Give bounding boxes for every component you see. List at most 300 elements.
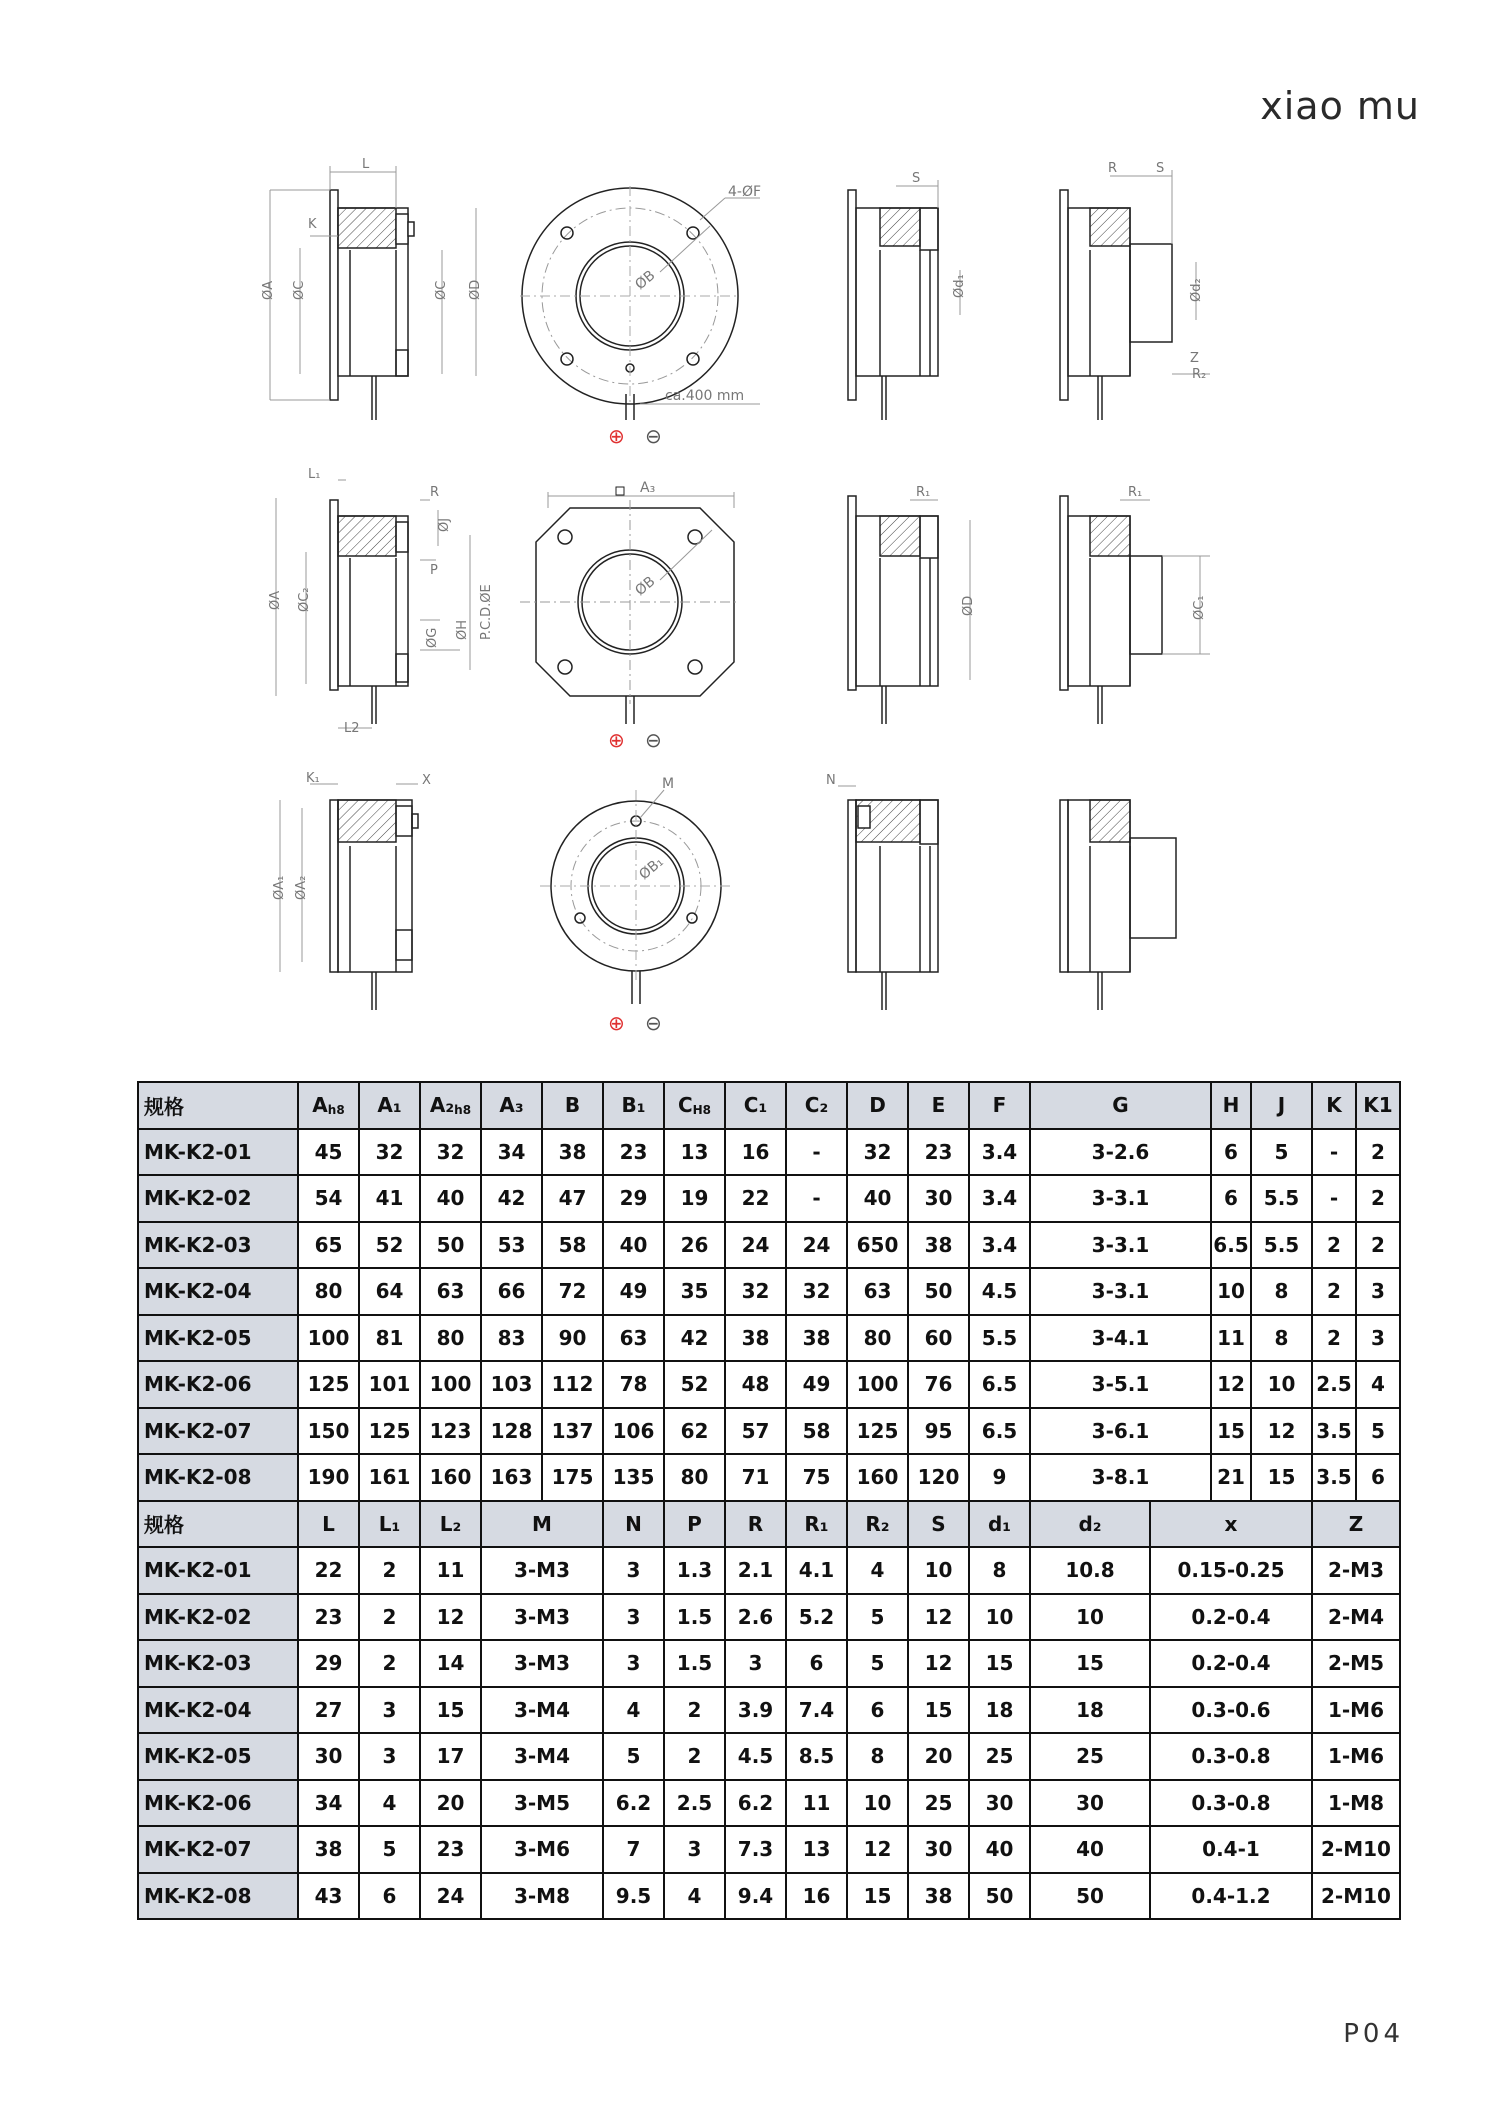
section-view-3a: [838, 786, 938, 1010]
table1-cell-4: 34: [481, 1129, 542, 1176]
table2-cell-2: 3: [359, 1687, 420, 1734]
table1-cell-8: 48: [725, 1361, 786, 1408]
table2-cell-9: 4: [847, 1547, 908, 1594]
dim-oD-row2: ØD: [961, 595, 976, 616]
table2-row: [138, 1687, 1400, 1734]
table2-cell-14: 1-M6: [1312, 1733, 1400, 1780]
table1-cell-2: 41: [359, 1175, 420, 1222]
table1-cell-14: 6: [1211, 1175, 1251, 1222]
table1-cell-4: 103: [481, 1361, 542, 1408]
table1-cell-9: -: [786, 1129, 847, 1176]
table2-cell-3: 12: [420, 1594, 481, 1641]
dim-oA2: ØA₂: [294, 875, 309, 900]
dim-L1: L₁: [308, 467, 321, 482]
table2-cell-13: 0.4-1.2: [1150, 1873, 1312, 1920]
table2-cell-4: 3-M8: [481, 1873, 603, 1920]
table2-cell-1: 29: [298, 1640, 359, 1687]
minus-terminal-icon-2: ⊖: [645, 728, 662, 752]
header2-S: S: [908, 1501, 969, 1548]
table2-cell-2: 3: [359, 1733, 420, 1780]
dim-od2: Ød₂: [1189, 278, 1204, 302]
table2-cell-11: 10: [969, 1594, 1030, 1641]
header2-P: P: [664, 1501, 725, 1548]
table1-cell-13: 3-3.1: [1030, 1268, 1211, 1315]
table1-cell-15: 5: [1251, 1129, 1312, 1176]
header-H: H: [1211, 1082, 1251, 1129]
table2-cell-13: 0.4-1: [1150, 1826, 1312, 1873]
table1-cell-1: 65: [298, 1222, 359, 1269]
model-cell: MK-K2-05: [138, 1315, 298, 1362]
table1-cell-1: 45: [298, 1129, 359, 1176]
table1-cell-10: 63: [847, 1268, 908, 1315]
model-cell: MK-K2-06: [138, 1361, 298, 1408]
table1-cell-3: 63: [420, 1268, 481, 1315]
table2-cell-5: 4: [603, 1687, 664, 1734]
table2-cell-8: 5.2: [786, 1594, 847, 1641]
model-cell: MK-K2-06: [138, 1780, 298, 1827]
table1-cell-16: 3.5: [1312, 1454, 1356, 1501]
table1-cell-10: 100: [847, 1361, 908, 1408]
table1-cell-11: 30: [908, 1175, 969, 1222]
table1-cell-5: 137: [542, 1408, 603, 1455]
header-C1: C₁: [725, 1082, 786, 1129]
table1-cell-17: 2: [1356, 1222, 1400, 1269]
table2-cell-11: 25: [969, 1733, 1030, 1780]
table1-row: [138, 1315, 1400, 1362]
table1-row: [138, 1175, 1400, 1222]
table2-cell-14: 2-M5: [1312, 1640, 1400, 1687]
header-A1: A₁: [359, 1082, 420, 1129]
table1-cell-14: 15: [1211, 1408, 1251, 1455]
table2-cell-9: 12: [847, 1826, 908, 1873]
table2-cell-12: 30: [1030, 1780, 1150, 1827]
table1-cell-16: 2: [1312, 1268, 1356, 1315]
table1-cell-16: -: [1312, 1129, 1356, 1176]
table1-cell-1: 100: [298, 1315, 359, 1362]
table2-cell-2: 2: [359, 1640, 420, 1687]
table2-cell-9: 15: [847, 1873, 908, 1920]
table2-cell-7: 9.4: [725, 1873, 786, 1920]
table1-cell-7: 52: [664, 1361, 725, 1408]
table1-cell-2: 64: [359, 1268, 420, 1315]
table1-cell-14: 6.5: [1211, 1222, 1251, 1269]
dim-4-holes: 4-ØF: [728, 184, 762, 200]
dim-R1-b: R₁: [1128, 485, 1143, 500]
minus-terminal-icon-3: ⊖: [645, 1011, 662, 1035]
table1-cell-11: 38: [908, 1222, 969, 1269]
header-A: $A_{h8}$: [298, 1082, 359, 1129]
table1-cell-15: 8: [1251, 1315, 1312, 1362]
table1-cell-5: 38: [542, 1129, 603, 1176]
table2-cell-2: 2: [359, 1547, 420, 1594]
table2-cell-7: 3: [725, 1640, 786, 1687]
table2-cell-14: 2-M10: [1312, 1873, 1400, 1920]
header-G: G: [1030, 1082, 1211, 1129]
table2-cell-12: 10: [1030, 1594, 1150, 1641]
header2-R1: R₁: [786, 1501, 847, 1548]
front-view-1: [520, 186, 760, 420]
section-view-2b: [1060, 496, 1210, 724]
table1-cell-16: 3.5: [1312, 1408, 1356, 1455]
front-view-3: [540, 790, 732, 1004]
plus-terminal-icon-2: ⊕: [608, 728, 625, 752]
table1-cell-3: 32: [420, 1129, 481, 1176]
table2-cell-1: 34: [298, 1780, 359, 1827]
table1-body: [138, 1129, 1400, 1501]
table1-cell-3: 123: [420, 1408, 481, 1455]
table2-cell-14: 1-M8: [1312, 1780, 1400, 1827]
dim-R2: R₂: [1192, 367, 1207, 382]
table1-cell-12: 6.5: [969, 1408, 1030, 1455]
table2-cell-1: 43: [298, 1873, 359, 1920]
section-view-1a: [848, 180, 960, 420]
table1-cell-1: 80: [298, 1268, 359, 1315]
dim-oA-row2: ØA: [268, 590, 283, 610]
table1-cell-1: 54: [298, 1175, 359, 1222]
table1-cell-11: 95: [908, 1408, 969, 1455]
table2-cell-4: 3-M4: [481, 1687, 603, 1734]
table2-cell-3: 17: [420, 1733, 481, 1780]
table1-cell-6: 29: [603, 1175, 664, 1222]
table1-cell-17: 2: [1356, 1129, 1400, 1176]
table1-cell-12: 4.5: [969, 1268, 1030, 1315]
table1-cell-17: 3: [1356, 1315, 1400, 1362]
table1-cell-2: 52: [359, 1222, 420, 1269]
header-C2: C₂: [786, 1082, 847, 1129]
dim-X: X: [422, 773, 431, 788]
table1-cell-12: 3.4: [969, 1222, 1030, 1269]
table1-cell-1: 190: [298, 1454, 359, 1501]
table2-cell-12: 40: [1030, 1826, 1150, 1873]
header-J: J: [1251, 1082, 1312, 1129]
dim-P: P: [430, 563, 438, 578]
table1-cell-2: 101: [359, 1361, 420, 1408]
table2-cell-9: 6: [847, 1687, 908, 1734]
table1-cell-8: 38: [725, 1315, 786, 1362]
table1-row: [138, 1222, 1400, 1269]
model-cell: MK-K2-08: [138, 1873, 298, 1920]
table2-cell-5: 6.2: [603, 1780, 664, 1827]
table1-cell-9: 32: [786, 1268, 847, 1315]
table1-cell-8: 71: [725, 1454, 786, 1501]
table1-cell-1: 125: [298, 1361, 359, 1408]
table1-cell-15: 15: [1251, 1454, 1312, 1501]
table1-cell-3: 100: [420, 1361, 481, 1408]
table1-cell-10: 32: [847, 1129, 908, 1176]
model-cell: MK-K2-03: [138, 1640, 298, 1687]
dim-oA: ØA: [261, 280, 276, 300]
table2-cell-2: 4: [359, 1780, 420, 1827]
header-D: D: [847, 1082, 908, 1129]
table1-row: [138, 1361, 1400, 1408]
dim-L: L: [362, 157, 370, 172]
table1-cell-4: 42: [481, 1175, 542, 1222]
table2-cell-9: 5: [847, 1594, 908, 1641]
table2-cell-6: 3: [664, 1826, 725, 1873]
table1-cell-7: 42: [664, 1315, 725, 1362]
dim-oJ: ØJ: [437, 517, 452, 532]
table1-cell-3: 40: [420, 1175, 481, 1222]
table2-cell-1: 27: [298, 1687, 359, 1734]
table1-cell-15: 8: [1251, 1268, 1312, 1315]
section-view-3b: [1060, 800, 1176, 1010]
header-spec: 规格: [138, 1082, 298, 1129]
table2-cell-5: 9.5: [603, 1873, 664, 1920]
dim-K1: K₁: [306, 771, 320, 786]
dim-oH: ØH: [455, 619, 470, 640]
header2-x: x: [1150, 1501, 1312, 1548]
table2-row: [138, 1733, 1400, 1780]
table1-cell-8: 57: [725, 1408, 786, 1455]
table2-header-row: [138, 1501, 1400, 1548]
model-cell: MK-K2-04: [138, 1687, 298, 1734]
table1-row: [138, 1129, 1400, 1176]
header-B: B: [542, 1082, 603, 1129]
header-E: E: [908, 1082, 969, 1129]
table1-cell-4: 163: [481, 1454, 542, 1501]
table2-cell-10: 25: [908, 1780, 969, 1827]
header2-d2: d₂: [1030, 1501, 1150, 1548]
table1-cell-14: 21: [1211, 1454, 1251, 1501]
table2-row: [138, 1873, 1400, 1920]
table2-cell-4: 3-M3: [481, 1594, 603, 1641]
brand-logo: xiao mu: [1260, 84, 1420, 128]
header2-N: N: [603, 1501, 664, 1548]
table1-cell-17: 3: [1356, 1268, 1400, 1315]
model-cell: MK-K2-02: [138, 1594, 298, 1641]
table2-cell-13: 0.3-0.8: [1150, 1733, 1312, 1780]
model-cell: MK-K2-02: [138, 1175, 298, 1222]
table1-cell-13: 3-4.1: [1030, 1315, 1211, 1362]
section-view-1b: [1060, 170, 1210, 420]
table2-cell-12: 18: [1030, 1687, 1150, 1734]
table2-cell-11: 15: [969, 1640, 1030, 1687]
table1-cell-16: -: [1312, 1175, 1356, 1222]
dim-oA1: ØA₁: [272, 875, 287, 900]
table2-cell-6: 1.3: [664, 1547, 725, 1594]
table2-cell-10: 10: [908, 1547, 969, 1594]
dim-oC2: ØC₂: [297, 587, 312, 612]
table1-cell-8: 24: [725, 1222, 786, 1269]
table1-cell-6: 106: [603, 1408, 664, 1455]
table2-cell-4: 3-M6: [481, 1826, 603, 1873]
table1-cell-14: 11: [1211, 1315, 1251, 1362]
section-view-2a: [848, 496, 970, 724]
table2-cell-6: 4: [664, 1873, 725, 1920]
table1-cell-2: 32: [359, 1129, 420, 1176]
table1-cell-2: 125: [359, 1408, 420, 1455]
dim-oB-row2: ØB: [632, 573, 659, 600]
table1-cell-5: 47: [542, 1175, 603, 1222]
dim-R1: R₁: [916, 485, 931, 500]
table2-cell-8: 16: [786, 1873, 847, 1920]
model-cell: MK-K2-07: [138, 1826, 298, 1873]
table1-cell-17: 6: [1356, 1454, 1400, 1501]
table1-cell-13: 3-6.1: [1030, 1408, 1211, 1455]
table1-cell-4: 66: [481, 1268, 542, 1315]
table1-cell-11: 50: [908, 1268, 969, 1315]
table2-cell-10: 15: [908, 1687, 969, 1734]
technical-drawings: [0, 0, 1500, 1060]
table2-cell-13: 0.15-0.25: [1150, 1547, 1312, 1594]
dim-oC-right: ØC: [434, 280, 449, 300]
table1-cell-14: 6: [1211, 1129, 1251, 1176]
dim-K: K: [308, 217, 317, 232]
table1-cell-5: 90: [542, 1315, 603, 1362]
header-F: F: [969, 1082, 1030, 1129]
table2-cell-2: 5: [359, 1826, 420, 1873]
table2-body: [138, 1547, 1400, 1919]
table1-cell-15: 5.5: [1251, 1175, 1312, 1222]
table2-row: [138, 1640, 1400, 1687]
header2-M: M: [481, 1501, 603, 1548]
table2-cell-10: 38: [908, 1873, 969, 1920]
table1-cell-7: 35: [664, 1268, 725, 1315]
header2-L2: L₂: [420, 1501, 481, 1548]
table1-cell-13: 3-2.6: [1030, 1129, 1211, 1176]
table2-cell-2: 2: [359, 1594, 420, 1641]
table2-cell-10: 12: [908, 1594, 969, 1641]
table2-cell-4: 3-M3: [481, 1640, 603, 1687]
table1-cell-12: 3.4: [969, 1129, 1030, 1176]
header2-R: R: [725, 1501, 786, 1548]
table1-cell-9: 38: [786, 1315, 847, 1362]
table1-cell-10: 650: [847, 1222, 908, 1269]
header2-L1: L₁: [359, 1501, 420, 1548]
table1-cell-7: 13: [664, 1129, 725, 1176]
table1-cell-6: 63: [603, 1315, 664, 1362]
table2-cell-2: 6: [359, 1873, 420, 1920]
model-cell: MK-K2-01: [138, 1547, 298, 1594]
dim-oB: ØB: [632, 267, 659, 294]
table2-cell-5: 3: [603, 1547, 664, 1594]
table2-cell-12: 25: [1030, 1733, 1150, 1780]
table2-row: [138, 1547, 1400, 1594]
table2-cell-1: 30: [298, 1733, 359, 1780]
table1-cell-7: 80: [664, 1454, 725, 1501]
header-K: K: [1312, 1082, 1356, 1129]
table1-cell-5: 58: [542, 1222, 603, 1269]
table1-cell-13: 3-3.1: [1030, 1222, 1211, 1269]
table2-row: [138, 1826, 1400, 1873]
table2-cell-8: 6: [786, 1640, 847, 1687]
table1-cell-12: 6.5: [969, 1361, 1030, 1408]
table1-cell-15: 12: [1251, 1408, 1312, 1455]
front-view-2: [520, 487, 740, 724]
model-cell: MK-K2-01: [138, 1129, 298, 1176]
dim-N: N: [826, 773, 836, 788]
table2-cell-14: 1-M6: [1312, 1687, 1400, 1734]
table2-cell-3: 23: [420, 1826, 481, 1873]
table1-cell-4: 53: [481, 1222, 542, 1269]
table2-cell-5: 3: [603, 1594, 664, 1641]
page-number: P04: [1343, 2019, 1404, 2049]
table1-cell-17: 2: [1356, 1175, 1400, 1222]
table1-cell-6: 78: [603, 1361, 664, 1408]
plus-terminal-icon: ⊕: [608, 424, 625, 448]
spec-table: [137, 1081, 1401, 1920]
table2-cell-1: 23: [298, 1594, 359, 1641]
model-cell: MK-K2-07: [138, 1408, 298, 1455]
table1-cell-10: 125: [847, 1408, 908, 1455]
table2-cell-7: 2.6: [725, 1594, 786, 1641]
dim-M: M: [662, 776, 675, 792]
table2-cell-12: 15: [1030, 1640, 1150, 1687]
table1-cell-11: 23: [908, 1129, 969, 1176]
table1-cell-17: 5: [1356, 1408, 1400, 1455]
table1-cell-12: 9: [969, 1454, 1030, 1501]
dim-S-b: S: [1156, 161, 1165, 176]
dim-R-row2: R: [430, 485, 440, 500]
header2-d1: d₁: [969, 1501, 1030, 1548]
table1-cell-10: 160: [847, 1454, 908, 1501]
header-K1: K1: [1356, 1082, 1400, 1129]
table2-cell-3: 14: [420, 1640, 481, 1687]
table1-row: [138, 1408, 1400, 1455]
header-C: $C_{H8}$: [664, 1082, 725, 1129]
table1-cell-6: 23: [603, 1129, 664, 1176]
table2-cell-14: 2-M4: [1312, 1594, 1400, 1641]
table2-cell-6: 2: [664, 1687, 725, 1734]
dim-oC: ØC: [292, 280, 307, 300]
table2-cell-11: 30: [969, 1780, 1030, 1827]
header-A2: $A_2_{h8}$: [420, 1082, 481, 1129]
table1-cell-16: 2.5: [1312, 1361, 1356, 1408]
table2-cell-3: 15: [420, 1687, 481, 1734]
table1-cell-9: 24: [786, 1222, 847, 1269]
table2-cell-5: 3: [603, 1640, 664, 1687]
dim-od1: Ød₁: [952, 274, 967, 298]
model-cell: MK-K2-05: [138, 1733, 298, 1780]
table1-cell-14: 12: [1211, 1361, 1251, 1408]
table1-cell-6: 49: [603, 1268, 664, 1315]
table2-cell-7: 7.3: [725, 1826, 786, 1873]
table1-cell-3: 80: [420, 1315, 481, 1362]
table1-cell-17: 4: [1356, 1361, 1400, 1408]
table1-cell-11: 60: [908, 1315, 969, 1362]
dim-S: S: [912, 171, 921, 186]
table2-cell-6: 1.5: [664, 1594, 725, 1641]
table2-cell-8: 13: [786, 1826, 847, 1873]
table1-cell-5: 72: [542, 1268, 603, 1315]
table1-cell-9: -: [786, 1175, 847, 1222]
dim-R: R: [1108, 161, 1118, 176]
table2-cell-12: 50: [1030, 1873, 1150, 1920]
model-cell: MK-K2-03: [138, 1222, 298, 1269]
table1-cell-13: 3-3.1: [1030, 1175, 1211, 1222]
table2-cell-5: 7: [603, 1826, 664, 1873]
table2-cell-13: 0.2-0.4: [1150, 1594, 1312, 1641]
table1-cell-13: 3-8.1: [1030, 1454, 1211, 1501]
table1-cell-3: 160: [420, 1454, 481, 1501]
front-view-1-labels: [608, 184, 761, 448]
plus-terminal-icon-3: ⊕: [608, 1011, 625, 1035]
table1-cell-16: 2: [1312, 1222, 1356, 1269]
table1-cell-11: 120: [908, 1454, 969, 1501]
table2-cell-3: 24: [420, 1873, 481, 1920]
table1-cell-8: 32: [725, 1268, 786, 1315]
table1-cell-12: 3.4: [969, 1175, 1030, 1222]
table2-cell-1: 22: [298, 1547, 359, 1594]
table1-cell-16: 2: [1312, 1315, 1356, 1362]
header-A3: A₃: [481, 1082, 542, 1129]
table1-cell-7: 62: [664, 1408, 725, 1455]
table2-cell-3: 11: [420, 1547, 481, 1594]
table2-row: [138, 1780, 1400, 1827]
dim-A3: A₃: [640, 480, 656, 496]
table2-cell-8: 8.5: [786, 1733, 847, 1780]
table2-cell-7: 3.9: [725, 1687, 786, 1734]
